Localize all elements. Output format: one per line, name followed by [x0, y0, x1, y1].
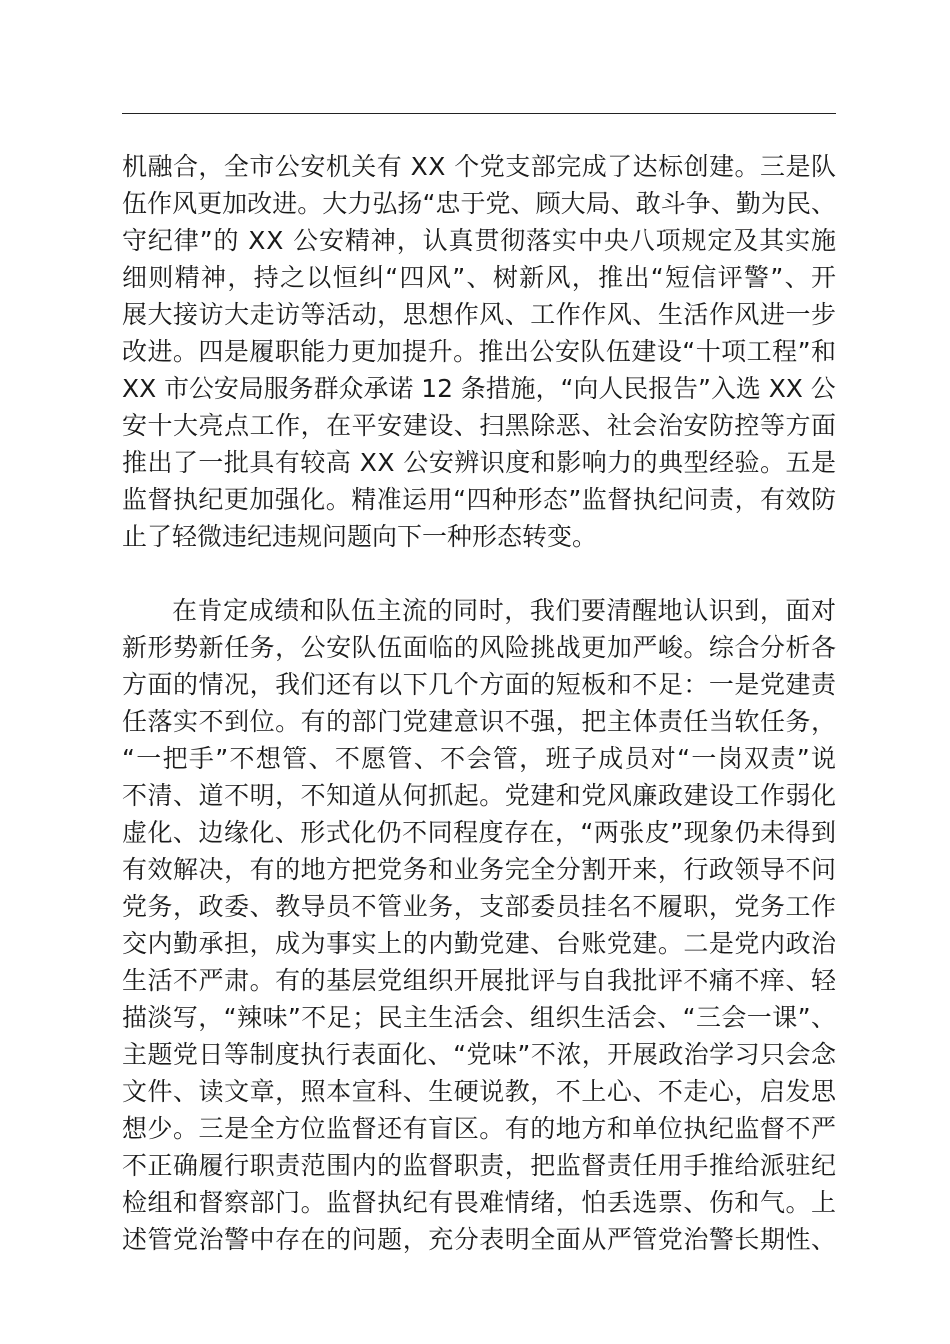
text-line: 任落实不到位。有的部门党建意识不强，把主体责任当软任务， [122, 707, 837, 736]
text-line: 改进。四是履职能力更加提升。推出公安队伍建设“十项工程”和 [122, 337, 837, 366]
paragraph-gap [122, 555, 836, 592]
text-line: 检组和督察部门。监督执纪有畏难情绪，怕丢选票、伤和气。上 [122, 1188, 837, 1217]
text-line: 伍作风更加改进。大力弘扬“忠于党、顾大局、敢斗争、勤为民、 [122, 189, 837, 218]
text-line: 方面的情况，我们还有以下几个方面的短板和不足：一是党建责 [122, 670, 837, 699]
text-line: 描淡写，“辣味”不足；民主生活会、组织生活会、“三会一课”、 [122, 1003, 837, 1032]
document-body [122, 148, 836, 1258]
text-line: 述管党治警中存在的问题，充分表明全面从严管党治警长期性、 [122, 1225, 837, 1254]
text-line: 生活不严肃。有的基层党组织开展批评与自我批评不痛不痒、轻 [122, 966, 837, 995]
header-rule [122, 113, 836, 114]
text-line: 虚化、边缘化、形式化仍不同程度存在，“两张皮”现象仍未得到 [122, 818, 837, 847]
text-line: 不正确履行职责范围内的监督职责，把监督责任用手推给派驻纪 [122, 1151, 837, 1180]
text-line: 机融合，全市公安机关有 XX 个党支部完成了达标创建。三是队 [122, 152, 837, 181]
text-line: 主题党日等制度执行表面化、“党味”不浓，开展政治学习只会念 [122, 1040, 837, 1069]
text-line: 推出了一批具有较高 XX 公安辨识度和影响力的典型经验。五是 [122, 448, 837, 477]
text-line: 监督执纪更加强化。精准运用“四种形态”监督执纪问责，有效防 [122, 485, 837, 514]
text-line: 新形势新任务，公安队伍面临的风险挑战更加严峻。综合分析各 [122, 633, 837, 662]
text-line: 交内勤承担，成为事实上的内勤党建、台账党建。二是党内政治 [122, 929, 837, 958]
text-line: 守纪律”的 XX 公安精神，认真贯彻落实中央八项规定及其实施 [122, 226, 837, 255]
text-line: 文件、读文章，照本宣科、生硬说教，不上心、不走心，启发思 [122, 1077, 837, 1106]
text-line: 细则精神，持之以恒纠“四风”、树新风，推出“短信评警”、开 [122, 263, 838, 292]
text-line: 在肯定成绩和队伍主流的同时，我们要清醒地认识到，面对 [172, 596, 837, 625]
text-line: 安十大亮点工作，在平安建设、扫黑除恶、社会治安防控等方面 [122, 411, 837, 440]
text-line: 展大接访大走访等活动，思想作风、工作作风、生活作风进一步 [122, 300, 837, 329]
text-line: 党务，政委、教导员不管业务，支部委员挂名不履职，党务工作 [122, 892, 837, 921]
text-line: 有效解决，有的地方把党务和业务完全分割开来，行政领导不问 [122, 855, 837, 884]
paragraph-1 [122, 148, 836, 555]
text-line: XX 市公安局服务群众承诺 12 条措施，“向人民报告”入选 XX 公 [122, 374, 836, 403]
text-line: 想少。三是全方位监督还有盲区。有的地方和单位执纪监督不严 [122, 1114, 837, 1143]
text-line: “一把手”不想管、不愿管、不会管，班子成员对“一岗双责”说 [122, 744, 838, 773]
paragraph-2 [122, 592, 836, 1258]
text-line: 止了轻微违纪违规问题向下一种形态转变。 [122, 522, 598, 551]
text-line: 不清、道不明，不知道从何抓起。党建和党风廉政建设工作弱化 [122, 781, 837, 810]
